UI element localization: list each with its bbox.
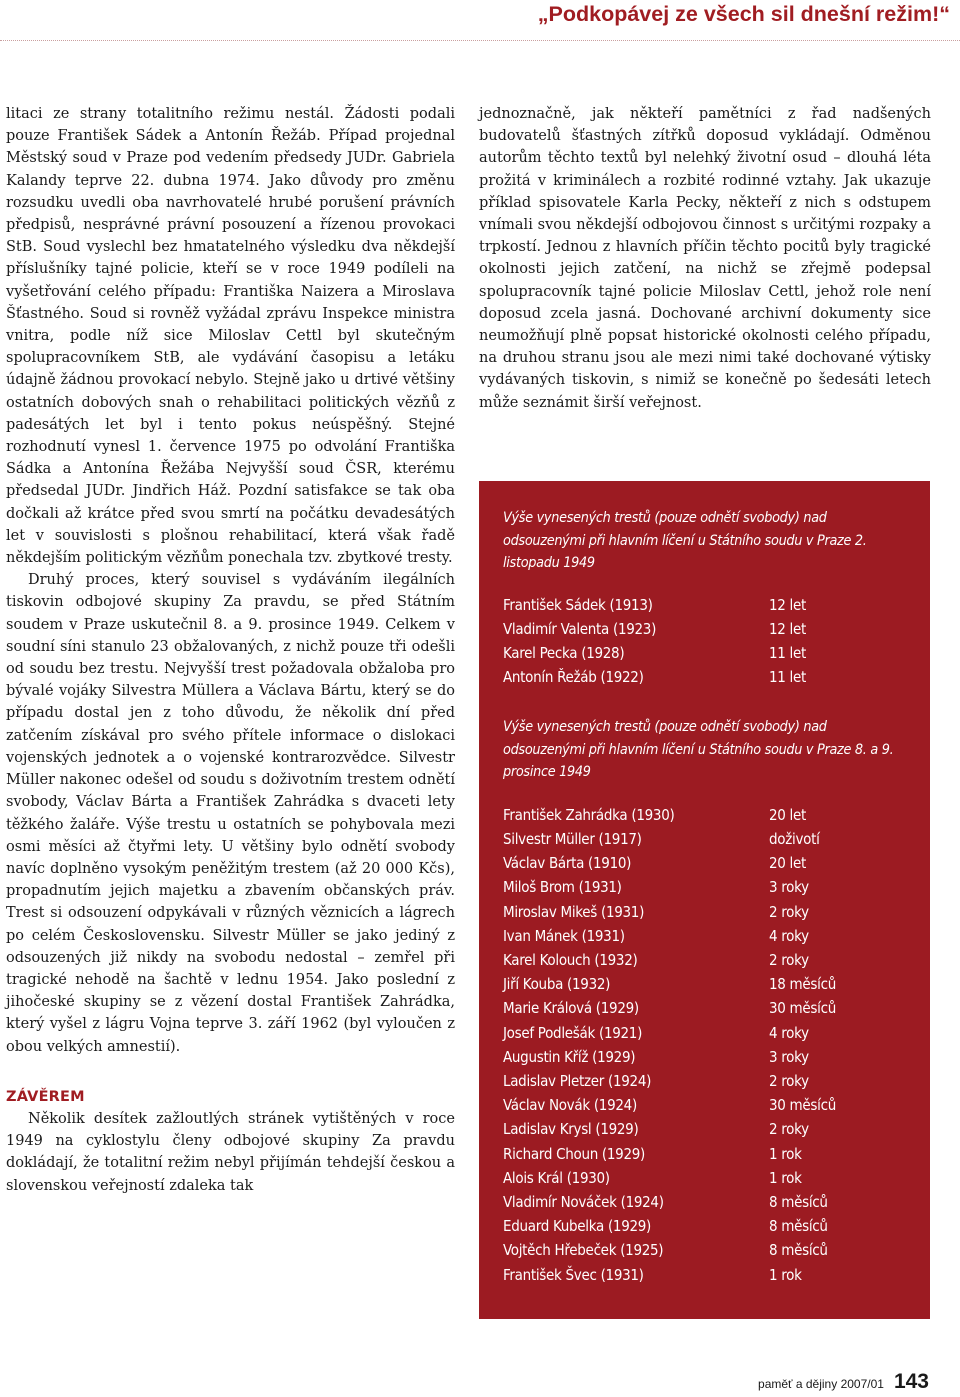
defendant-name: Silvestr Müller (1917) [503,830,642,849]
defendant-name: Eduard Kubelka (1929) [503,1217,652,1236]
defendant-name: Miloš Brom (1931) [503,878,622,897]
defendant-name: Václav Novák (1924) [503,1096,637,1115]
defendant-name: Ivan Mánek (1931) [503,926,625,945]
sentence-length: 2 roky [769,951,809,970]
sentence-length: 4 roky [769,926,809,945]
defendant-name: Josef Podlešák (1921) [503,1023,643,1042]
running-header-title: „Podkopávej ze všech sil dnešní režim!“ [537,2,950,26]
sentence-length: 30 měsíců [769,999,836,1018]
header-divider [0,40,960,41]
sentence-row [503,1166,836,1190]
trial-1-caption: Výše vynesených trestů (pouze odnětí svobody) nad odsouzenými při hlavním líčení u Státního soudu v Praze 2. listopadu 1949 [503,510,867,571]
defendant-name: František Švec (1931) [503,1265,644,1284]
defendant-name: Vojtěch Hřebeček (1925) [503,1241,664,1260]
defendant-name: Antonín Řežáb (1922) [503,668,644,687]
sentence-length: 8 měsíců [769,1217,828,1236]
sentence-length: 30 měsíců [769,1096,836,1115]
sentence-length: 8 měsíců [769,1241,828,1260]
section-heading: ZÁVĚREM [6,1088,85,1105]
sentence-row [503,1142,836,1166]
sentence-row [503,1093,836,1117]
body-paragraph: Druhý proces, který souvisel s vydáváním ilegálních tiskovin odbojové skupiny Za pravdu, se před Státním soudem v Praze uskutečnil 8. a 9. prosince 1949. Celkem v soudní síni stanulo 23 obžalovaných, z nichž pouze tři odešli od soudu bez trestu. Nejvyšší trest požadovala obžaloba pro bývalé vojáky Silvestra Müllera a Václava Bártu, který se do případu dostal jen z toho důvodu, že několik dní před zatčením získával pro svého přítele informace o dislokaci vojenských jednotek a o vojenské kontrarozvědce. Silvestr Müller nakonec odešel od soudu s doživotním trestem odnětí svobody, Václav Bárta a František Zahrádka s dvaceti lety těžkého žaláře. Výše trestu u ostatních se pohybovala mezi osmi měsíci až čtyřmi lety. U většiny bylo odnětí svobody navíc doplněno vysokým peněžitým trestem (až 20 000 Kčs), propadnutím jejich majetku a zbavením občanských práv. Trest si odsouzení odpykávali v různých věznicích a lágrech po celém Československu. Silvestr Müller se jako jediný z odsouzených již nikdy na svobodu nedostal – zemřel při tragické nehodě na šachtě v lednu 1954. Jako poslední z jihočeské skupiny se z vězení dostal František Zahrádka, který vyšel z lágru Vojna teprve 3. září 1962 (byl vyloučen z obou velkých amnestií). [6,572,455,1055]
sentence-length: 2 roky [769,1072,809,1091]
sentence-row [503,593,806,617]
sentence-length: 11 let [769,643,806,662]
sentence-row [503,1117,836,1141]
sentence-length: 2 roky [769,1120,809,1139]
sentence-row [503,924,836,948]
defendant-name: Karel Kolouch (1932) [503,951,638,970]
sentence-length: 12 let [769,595,806,614]
sentence-length: 20 let [769,805,806,824]
sentence-length: 18 měsíců [769,975,836,994]
sentence-length: 1 rok [769,1265,802,1284]
sentence-length: 11 let [769,668,806,687]
defendant-name: Marie Králová (1929) [503,999,639,1018]
defendant-name: Václav Bárta (1910) [503,854,632,873]
sentence-row [503,803,836,827]
sentence-length: 3 roky [769,1047,809,1066]
right-text-column [479,103,931,414]
journal-issue-label: paměť a dějiny 2007/01 [758,1377,884,1391]
sentence-row [503,1214,836,1238]
sentence-row [503,1045,836,1069]
sentence-row [503,617,806,641]
defendant-name: Richard Choun (1929) [503,1144,646,1163]
sentence-row [503,1021,836,1045]
sentence-row [503,1190,836,1214]
sentence-row [503,972,836,996]
sentence-row [503,900,836,924]
sentence-row [503,1238,836,1262]
sentence-length: 1 rok [769,1144,802,1163]
defendant-name: Karel Pecka (1928) [503,643,625,662]
sentence-row [503,827,836,851]
page-footer [758,1370,929,1394]
sentence-length: 12 let [769,619,806,638]
defendant-name: František Sádek (1913) [503,595,653,614]
sentence-length: 1 rok [769,1168,802,1187]
sentence-row [503,875,836,899]
sentence-length: 2 roky [769,902,809,921]
sentence-row [503,641,806,665]
sentence-row [503,948,836,972]
defendant-name: Vladimír Nováček (1924) [503,1193,664,1212]
sentence-row [503,1069,836,1093]
left-text-column [6,103,455,1197]
body-paragraph: jednoznačně, jak někteří pamětníci z řad nadšených budovatelů šťastných zítřků doposud vykládají. Odměnou autorům těchto textů byl nelehký životní osud – dlouhá léta prožitá v kriminálech a rozbité rodinné vztahy. Jak ukazuje příklad spisovatele Karla Pecky, někteří z nich s odstupem vnímali svou někdejší odbojovou činnost s určitými rozpaky a trpkostí. Jednou z hlavních příčin těchto pocitů byly tragické okolnosti jejich zatčení, na nichž se zřejmě podepsal spolupracovník tajné policie Miloslav Cettl, jehož role není doposud zcela jasná. Dochované archivní dokumenty sice neumožňují plně popsat historické okolnosti celého případu, na druhou stranu jsou ale mezi nimi také dochované výtisky vydávaných tiskovin, s nimiž se konečně po šedesáti letech může seznámit širší veřejnost. [479,106,931,411]
defendant-name: František Zahrádka (1930) [503,805,675,824]
sentence-length: 8 měsíců [769,1193,828,1212]
defendant-name: Ladislav Krysl (1929) [503,1120,639,1139]
sentence-length: 3 roky [769,878,809,897]
trial-2-caption: Výše vynesených trestů (pouze odnětí svobody) nad odsouzenými při hlavním líčení u Státního soudu v Praze 8. a 9. prosince 1949 [503,719,894,781]
sentences-sidebar-box [479,481,930,1319]
defendant-name: Jiří Kouba (1932) [503,975,611,994]
defendant-name: Augustin Kříž (1929) [503,1047,636,1066]
trial-2-sentences-table [503,803,836,1287]
closing-paragraph: Několik desítek zažloutlých stránek vytištěných v roce 1949 na cyklostylu členy odbojové skupiny Za pravdu dokládají, že totalitní režim nebyl přijímán tehdejší českou a slovenskou veřejností zdaleka tak [6,1110,455,1194]
sentence-length: doživotí [769,830,820,849]
defendant-name: Alois Král (1930) [503,1168,610,1187]
sentence-length: 4 roky [769,1023,809,1042]
defendant-name: Ladislav Pletzer (1924) [503,1072,652,1091]
sentence-length: 20 let [769,854,806,873]
sentence-row [503,665,806,689]
sentence-row [503,1263,836,1287]
defendant-name: Vladimír Valenta (1923) [503,619,657,638]
defendant-name: Miroslav Mikeš (1931) [503,902,645,921]
body-paragraph: litaci ze strany totalitního režimu nestál. Žádosti podali pouze František Sádek a Antonín Řežáb. Případ projednal Městský soud v Praze pod vedením předsedy JUDr. Gabriela Kalandy teprve 22. dubna 1974. Jako důvody pro změnu rozsudku uvedli oba navrhovatelé hrubé porušení právních předpisů, nesprávné právní posouzení a řízenou provokaci StB. Soud vyslechl bez hmatatelného výsledku dva někdejší příslušníky tajné policie, kteří se v roce 1949 podíleli na vyšetřování celého případu: Františka Naizera a Miroslava Šťastného. Soud si rovněž vyžádal zprávu Inspekce ministra vnitra, podle níž sice Miloslav Cettl byl skutečným spolupracovníkem StB, ale vydávání časopisu a letáku údajně žádnou provokací nebylo. Stejně jako u drtivé většiny ostatních dobových snah o rehabilitaci politických vězňů z padesátých let byl i tento pokus neúspěšný. Stejné rozhodnutí vynesl 1. července 1975 po odvolání Františka Sádka a Antonína Řežába Nejvyšší soud ČSR, kterému předsedal JUDr. Jindřich Háž. Pozdní satisfakce se tak oba dočkali až krátce před svou smrtí na počátku devadesátých let v souvislosti s plošnou rehabilitací, která však řadě někdejším politickým vězňům ponechala tzv. zbytkové tresty. [6,106,455,567]
sentence-row [503,851,836,875]
page-number: 143 [893,1370,929,1393]
sentence-row [503,996,836,1020]
trial-1-sentences-table [503,593,806,690]
